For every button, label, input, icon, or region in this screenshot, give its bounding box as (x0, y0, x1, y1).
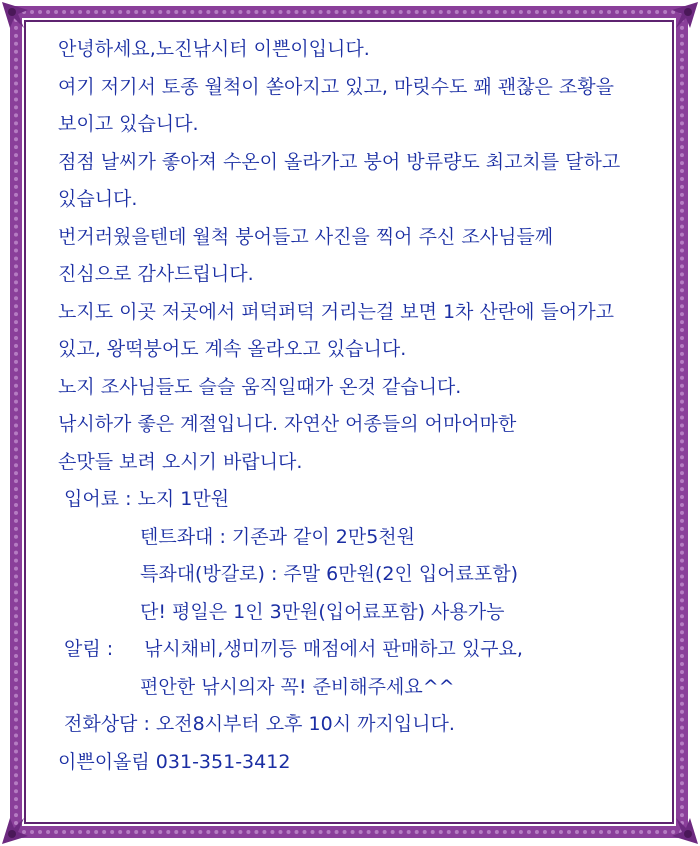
fee-tent-line: 텐트좌대 : 기존과 같이 2만5천원 (140, 525, 415, 548)
body-line: 있고, 왕떡붕어도 계속 올라오고 있습니다. (58, 338, 407, 360)
ribbon-corner-icon (0, 816, 30, 846)
ribbon-corner-icon (0, 0, 30, 30)
notice-label: 알림 : (64, 638, 114, 660)
body-line: 진심으로 감사드립니다. (58, 263, 254, 285)
contact-line: 이쁜이올림 031-351-3412 (58, 750, 291, 773)
body-line: 번거러웠을텐데 월척 붕어들고 사진을 찍어 주신 조사님들께 (58, 225, 554, 248)
fee-weekday-line: 단! 평일은 1인 3만원(입어료포함) 사용가능 (140, 600, 505, 623)
body-line: 안녕하세요,노진낚시터 이쁜이입니다. (58, 38, 370, 60)
notice-line-2: 편안한 낚시의자 꼭! 준비해주세요^^ (140, 675, 455, 698)
notice-line-1 (58, 631, 663, 669)
fee-label-line: 입어료 : 노지 1만원 (64, 488, 230, 510)
body-line: 노지도 이곳 저곳에서 퍼덕퍼덕 거리는걸 보면 1차 산란에 들어가고 (58, 300, 614, 323)
notice-body (58, 31, 663, 781)
body-line: 있습니다. (58, 188, 138, 210)
body-line: 보이고 있습니다. (58, 113, 199, 135)
fee-special-line: 특좌대(방갈로) : 주말 6만원(2인 입어료포함) (140, 563, 519, 585)
body-line: 손맛들 보려 오시기 바랍니다. (58, 450, 303, 473)
ribbon-corner-icon (670, 0, 700, 30)
body-line: 낚시하가 좋은 계절입니다. 자연산 어종들의 어마어마한 (58, 413, 517, 435)
notice-text-1: 낚시채비,생미끼등 매점에서 판매하고 있구요, (144, 638, 523, 660)
body-line: 여기 저기서 토종 월척이 쏟아지고 있고, 마릿수도 꽤 괜찮은 조황을 (58, 75, 614, 98)
body-line: 점점 날씨가 좋아져 수온이 올라가고 붕어 방류량도 최고치를 달하고 (58, 150, 621, 173)
body-line: 노지 조사님들도 슬슬 움직일때가 온것 같습니다. (58, 375, 462, 398)
ribbon-corner-icon (670, 816, 700, 846)
phone-hours-line: 전화상담 : 오전8시부터 오후 10시 까지입니다. (64, 713, 455, 735)
